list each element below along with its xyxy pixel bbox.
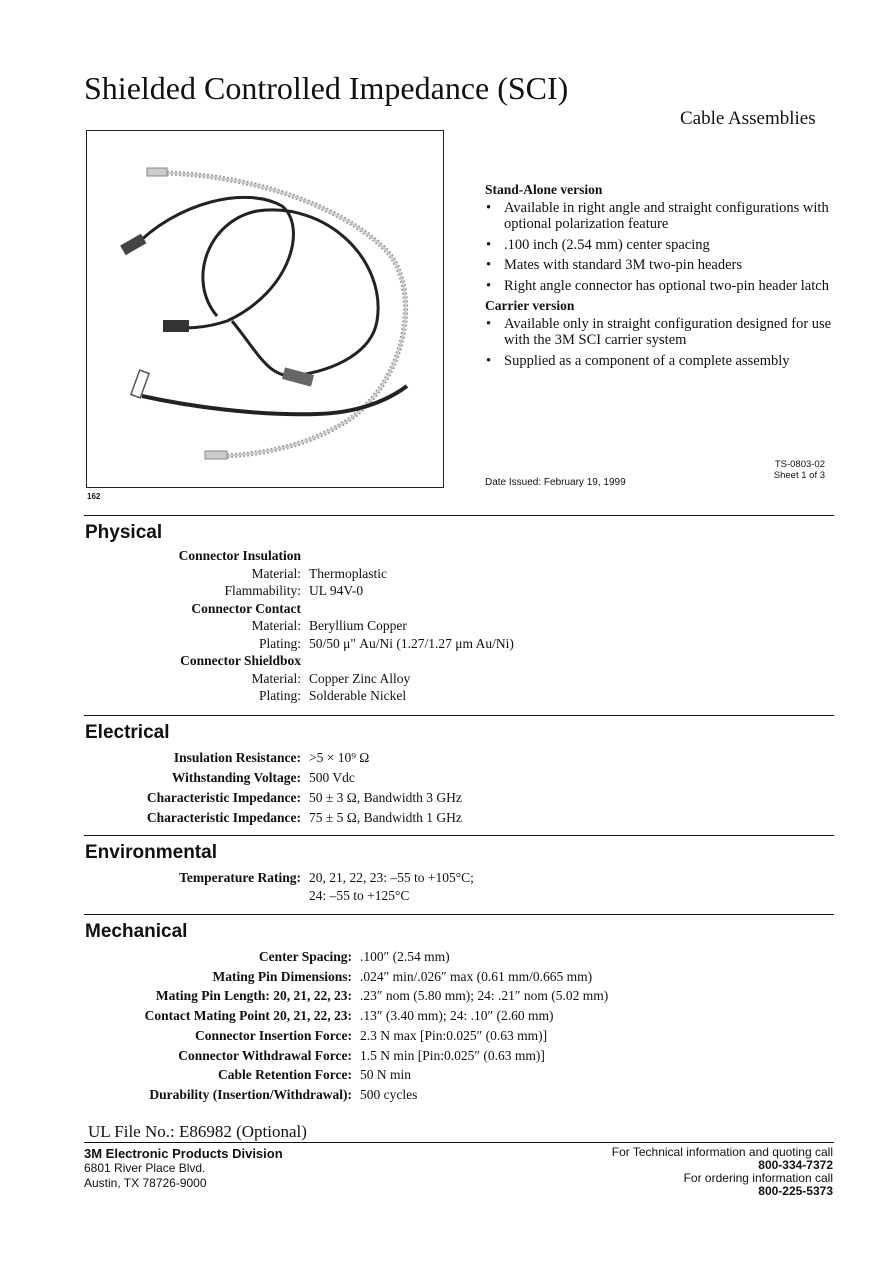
carrier-heading: Carrier version [485,298,575,313]
carrier-items [485,316,835,370]
sheet-number: Sheet 1 of 3 [773,470,825,481]
spec-value: 500 cycles [360,1086,418,1102]
spec-label: Connector Withdrawal Force: [178,1047,352,1063]
photo-caption: 162 [87,492,101,501]
order-info-label: For ordering information call [683,1171,833,1185]
standalone-items [485,200,835,295]
list-item: • .100 inch (2.54 mm) center spacing [485,237,835,254]
mechanical-specs [100,947,608,1105]
list-item: • Supplied as a component of a complete assembly [485,353,835,370]
page-subtitle: Cable Assemblies [680,108,816,129]
spec-label: Cable Retention Force: [218,1067,352,1083]
standalone-heading: Stand-Alone version [485,182,603,197]
document-reference [735,459,825,481]
spec-label: Characteristic Impedance: [146,810,301,825]
mechanical-heading: Mechanical [85,921,188,942]
list-item: • Mates with standard 3M two-pin headers [485,257,835,274]
spec-value: 1.5 N min [Pin:0.025″ (0.63 mm)] [360,1047,545,1063]
spec-label: Durability (Insertion/Withdrawal): [149,1086,352,1102]
spec-label: Insulation Resistance: [173,750,301,765]
company-name: 3M Electronic Products Division [84,1146,283,1161]
spec-label: Temperature Rating: [179,870,301,885]
contact-info [560,1146,833,1198]
feature-list [485,182,835,373]
spec-value: Thermoplastic [309,565,387,581]
section-divider [84,914,834,915]
spec-value: 24: –55 to +125°C [309,887,410,903]
spec-value: .13″ (3.40 mm); 24: .10″ (2.60 mm) [360,1008,554,1024]
spec-value: 50 ± 3 Ω, Bandwidth 3 GHz [309,790,462,805]
section-divider [84,715,834,716]
spec-value: .024″ min/.026″ max (0.61 mm/0.665 mm) [360,968,593,984]
product-photo [86,130,444,488]
spec-group-label: Connector Shieldbox [180,653,301,668]
company-address [84,1146,283,1191]
order-phone: 800-225-5373 [758,1184,833,1198]
tech-info-label: For Technical information and quoting call [611,1145,833,1159]
spec-value: .23″ nom (5.80 mm); 24: .21″ nom (5.02 mm) [360,988,609,1004]
ul-file-number: UL File No.: E86982 (Optional) [88,1122,307,1141]
list-item: • Right angle connector has optional two-pin header latch [485,278,835,295]
spec-value: 2.3 N max [Pin:0.025″ (0.63 mm)] [360,1027,548,1043]
electrical-heading: Electrical [85,722,170,743]
spec-value: Copper Zinc Alloy [309,670,411,686]
spec-value: .100″ (2.54 mm) [360,949,450,964]
date-issued: Date Issued: February 19, 1999 [485,477,626,488]
spec-value: UL 94V-0 [309,583,364,598]
footer-divider [84,1142,834,1143]
spec-label: Material: [251,670,301,686]
spec-value: 500 Vdc [309,770,355,785]
spec-label: Material: [251,618,301,633]
spec-group-label: Connector Contact [191,600,301,616]
spec-label: Flammability: [224,583,301,598]
document-number: TS-0803-02 [774,459,825,470]
spec-group-label: Connector Insulation [178,548,301,563]
physical-specs [100,547,514,705]
spec-value: >5 × 10⁹ Ω [309,750,370,765]
spec-value: Solderable Nickel [309,688,407,703]
spec-value: 75 ± 5 Ω, Bandwidth 1 GHz [309,810,462,825]
spec-label: Withstanding Voltage: [171,770,301,785]
spec-label: Connector Insertion Force: [195,1027,352,1043]
spec-label: Contact Mating Point 20, 21, 22, 23: [144,1008,352,1024]
cable-assembly-illustration [87,131,443,487]
spec-label: Mating Pin Length: 20, 21, 22, 23: [155,988,352,1004]
environmental-specs [100,869,474,904]
page-title: Shielded Controlled Impedance (SCI) [84,70,569,106]
spec-value: 20, 21, 22, 23: –55 to +105°C; [309,870,474,885]
physical-heading: Physical [85,522,163,543]
spec-label: Material: [251,565,301,581]
address-line: Austin, TX 78726-9000 [84,1176,207,1190]
section-divider [84,835,834,836]
spec-value: 50/50 μ" Au/Ni (1.27/1.27 μm Au/Ni) [309,635,514,651]
tech-phone: 800-334-7372 [758,1158,833,1172]
spec-label: Characteristic Impedance: [146,790,301,805]
spec-value: 50 N min [360,1067,412,1083]
spec-value: Beryllium Copper [309,618,407,633]
address-line: 6801 River Place Blvd. [84,1161,206,1175]
spec-label: Plating: [258,688,301,703]
spec-label: Center Spacing: [258,949,352,964]
electrical-specs [100,748,462,828]
spec-label: Mating Pin Dimensions: [212,968,352,984]
spec-label: Plating: [258,635,301,651]
list-item: • Available in right angle and straight configurations with optional polarization feature [485,200,835,233]
list-item: • Available only in straight configuration designed for use with the 3M SCI carrier system [485,316,835,349]
environmental-heading: Environmental [85,842,217,863]
section-divider [84,515,834,516]
